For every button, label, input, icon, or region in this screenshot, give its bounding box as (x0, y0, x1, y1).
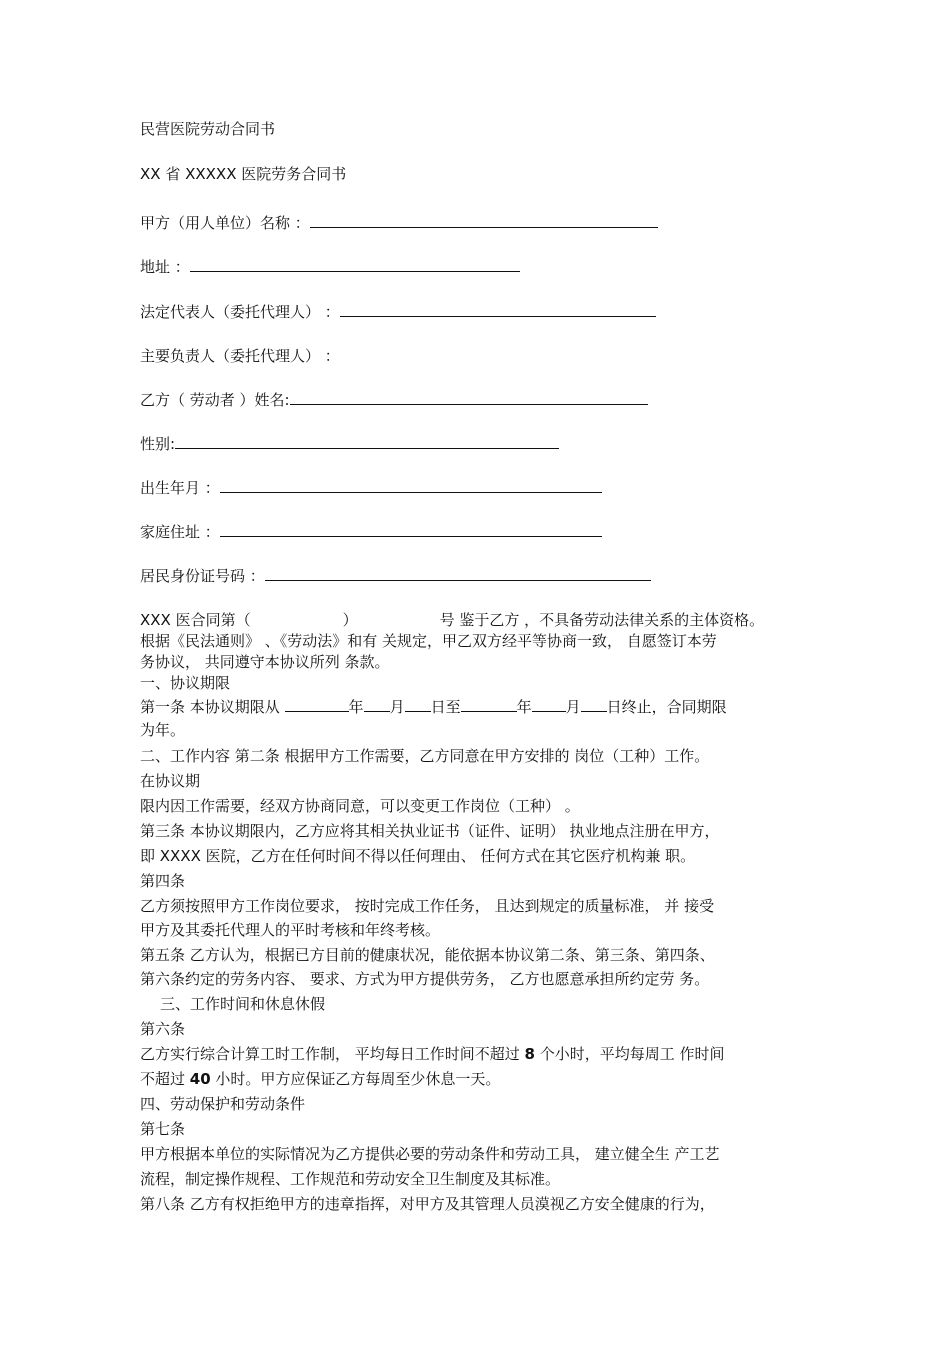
article-1-prefix: 第一条 本协议期限从 (140, 698, 285, 716)
month-text: 月 (389, 698, 405, 716)
document-title: 民营医院劳动合同书 (140, 120, 276, 138)
section-heading: 三、工作时间和休息休假 (160, 995, 326, 1013)
address-label: 地址 ： (140, 258, 190, 276)
to-text: 日至 (430, 698, 461, 716)
article-heading: 第四条 (140, 872, 186, 890)
article-6-line-2 (140, 1069, 500, 1089)
gender-label: 性别: (140, 435, 176, 453)
contract-no-prefix: XXX 医合同第（ (140, 611, 251, 629)
employee-name-field (140, 390, 648, 410)
birth-blank (220, 478, 602, 493)
employee-name-label: 乙方（ 劳动者 ）姓名: (140, 391, 290, 409)
start-day-blank (405, 697, 431, 712)
paragraph-line: 甲方及其委托代理人的平时考核和年终考核。 (140, 921, 441, 939)
paragraph-line: 第五条 乙方认为，根据已方目前的健康状况，能依据本协议第二条、第三条、第四条、 (140, 946, 715, 964)
section-heading: 一、协议期限 (140, 674, 231, 692)
paragraph-line: 在协议期 (140, 772, 201, 790)
work-hours-text: 小时。甲方应保证乙方每周至少休息一天。 (210, 1070, 501, 1088)
year-text: 年 (348, 698, 364, 716)
principal-label: 主要负责人（委托代理人） ： (140, 347, 340, 365)
month-text: 月 (565, 698, 581, 716)
document-subtitle: XX 省 XXXXX 医院劳务合同书 (140, 165, 347, 183)
paragraph-line: 限内因工作需要，经双方协商同意，可以变更工作岗位（工种） 。 (140, 797, 580, 815)
paragraph-line: 为年。 (140, 721, 186, 739)
address-blank (190, 257, 520, 272)
address-field (140, 257, 520, 277)
work-hours-text: 乙方实行综合计算工时工作制， 平均每日工作时间不超过 (140, 1045, 525, 1063)
home-address-label: 家庭住址 ： (140, 523, 220, 541)
paragraph-line: 务协议， 共同遵守本协议所列 条款。 (140, 653, 390, 671)
employer-name-label: 甲方（用人单位）名称 ： (140, 214, 310, 232)
contract-no-suffix: 号 鉴于乙方 ，不具备劳动法律关系的主体资格。 (439, 611, 765, 629)
end-text: 日终止，合同期限 (606, 698, 727, 716)
paragraph-line: 流程，制定操作规程、工作规范和劳动安全卫生制度及其标准。 (140, 1170, 561, 1188)
start-month-blank (364, 697, 390, 712)
home-address-blank (220, 522, 602, 537)
article-heading: 第七条 (140, 1120, 186, 1138)
contract-number-line (140, 610, 764, 630)
article-6-line-1 (140, 1044, 725, 1064)
legal-rep-field (140, 302, 656, 322)
paragraph-line: 根据《民法通则》 、《劳动法》和有 关规定，甲乙双方经平等协商一致， 自愿签订本劳 (140, 632, 717, 650)
legal-rep-blank (340, 302, 656, 317)
year-text: 年 (516, 698, 532, 716)
article-1-line (140, 697, 727, 717)
section-heading: 二、工作内容 第二条 根据甲方工作需要，乙方同意在甲方安排的 岗位（工种）工作。 (140, 747, 710, 765)
end-month-blank (532, 697, 566, 712)
id-number-label: 居民身份证号码 ： (140, 567, 265, 585)
work-hours-text: 不超过 (140, 1070, 190, 1088)
gender-blank (175, 434, 559, 449)
gender-field (140, 434, 559, 454)
birth-label: 出生年月 ： (140, 479, 220, 497)
daily-hours-value: 8 (524, 1045, 535, 1063)
home-address-field (140, 522, 602, 542)
paragraph-line: 第三条 本协议期限内，乙方应将其相关执业证书（证件、证明） 执业地点注册在甲方， (140, 822, 720, 840)
end-day-blank (581, 697, 607, 712)
paragraph-line: 乙方须按照甲方工作岗位要求， 按时完成工作任务， 且达到规定的质量标准， 并 接受 (140, 897, 715, 915)
employer-name-field (140, 213, 658, 233)
paragraph-line: 第六条约定的劳务内容、 要求、方式为甲方提供劳务， 乙方也愿意承担所约定劳 务。 (140, 970, 710, 988)
id-number-field (140, 566, 651, 586)
paragraph-line: 甲方根据本单位的实际情况为乙方提供必要的劳动条件和劳动工具， 建立健全生 产工艺 (140, 1145, 720, 1163)
paragraph-line: 第八条 乙方有权拒绝甲方的违章指挥，对甲方及其管理人员漠视乙方安全健康的行为， (140, 1195, 715, 1213)
legal-rep-label: 法定代表人（委托代理人） ： (140, 303, 340, 321)
employer-name-blank (310, 213, 658, 228)
work-hours-text: 个小时，平均每周工 作时间 (534, 1045, 725, 1063)
paragraph-line: 即 XXXX 医院，乙方在任何时间不得以任何理由、 任何方式在其它医疗机构兼 职。 (140, 847, 696, 865)
contract-no-close: ） (342, 611, 358, 629)
section-heading: 四、劳动保护和劳动条件 (140, 1095, 306, 1113)
weekly-hours-value: 40 (189, 1070, 211, 1088)
birth-field (140, 478, 602, 498)
employee-name-blank (290, 390, 648, 405)
start-year-blank (285, 697, 349, 712)
end-year-blank (461, 697, 517, 712)
principal-field (140, 346, 340, 366)
id-number-blank (265, 566, 651, 581)
article-heading: 第六条 (140, 1020, 186, 1038)
